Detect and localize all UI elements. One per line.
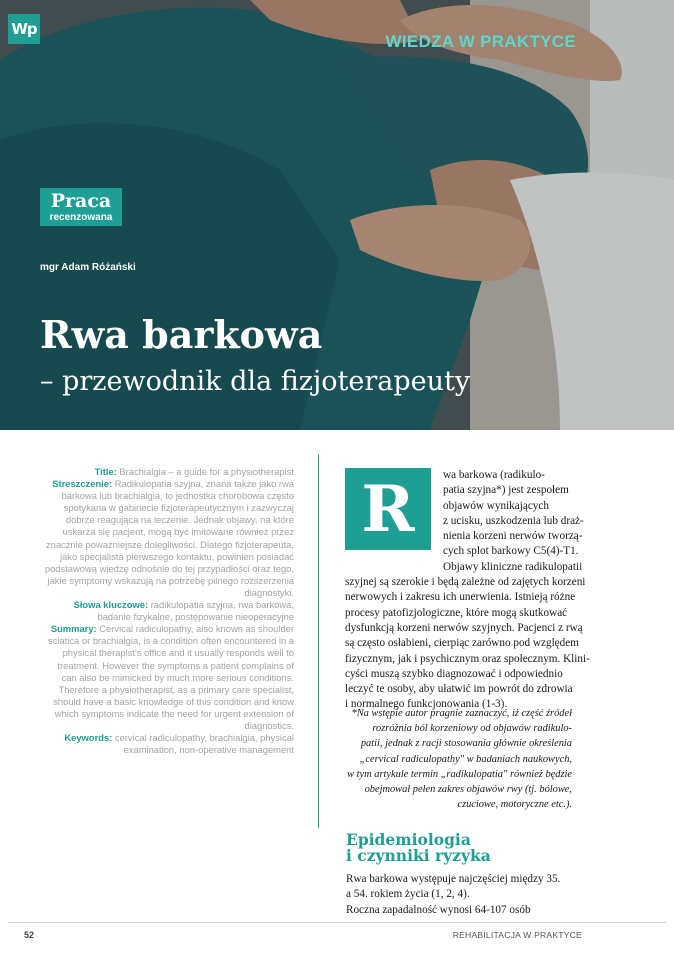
article-line: dysfunkcją korzeni nerwów szyjnych. Pacjenci z rwą [345,621,583,634]
keywords-text: cervical radiculopathy, brachialgia, physical examination, non-operative management [114,732,294,756]
author: mgr Adam Różański [40,262,136,273]
reviewed-badge-subtitle: recenzowana [49,212,113,223]
section-body-line: Roczna zapadalność wynosi 64-107 osób [346,903,531,916]
summary-label: Summary: [50,623,97,635]
summary-text: Cervical radiculopathy, also known as shoulder sciatica or brachialgia, is a condition often encountered in a physical therapist's office and it usually responds well to treatment. However the symptoms a patient complains of can also be mimicked by much more serious conditions. Therefore a physiotherapist, as a primary care specialist, should have a basic knowledge of this condition and know which symptoms indicate the need for urgent extension of diagnostics. [48,623,294,731]
article-line: nienia korzeni nerwów tworzą- [443,530,583,543]
article-line: patia szyjna*) jest zespołem [443,484,569,497]
article-line: i normalnego funkcjonowania (1-3). [345,698,508,711]
keywords-label: Keywords: [64,732,113,744]
abstract-slowa-kluczowe [40,599,294,623]
article-line: fizycznym, jak i psychicznym oraz społecznym. Klini- [345,652,590,665]
article-line: z ucisku, uszkodzenia lub draż- [443,514,584,527]
section-heading-line: Epidemiologia [346,830,471,849]
article-line: procesy patofizjologiczne, które mogą skutkować [345,606,568,619]
streszczenie-text: Radikulopatia szyjna, znana także jako rwa barkowa lub brachialgia, to jednostka chorobowa często spotykana w gabinecie fizjoterapeutycznym i zazwyczaj dobrze reagująca na leczenie. Jednak objawy, na które uskarża się pacjent, mogą być imitowane również przez znacznie poważniejsze dolegliwości. Dlatego fizjoterapeuta, jako specjalista pierwszego kontaktu, powinien posiadać podstawową wiedzę odnośnie do tej przypadłości oraz tego, jakie symptomy wskazują na potrzebę pilnego rozszerzenia diagnostyki. [44,478,294,598]
article-line: cyści muszą szybko diagnozować i odpowiednio [345,667,563,680]
section-body-epidemiologia [346,872,586,918]
article-line: objawów wynikających [443,499,549,512]
footnote-line: „cervical radiculopathy" w badaniach naukowych, [359,753,572,765]
abstract-title [40,466,294,478]
page-number: 52 [24,930,35,940]
footnote-line: *Na wstępie autor pragnie zaznaczyć, iż część źródeł [351,708,572,719]
article-line: Objawy kliniczne radikulopatii [443,560,583,573]
article-line: nerwowych i zakresu ich unerwienia. Istnieją różne [345,591,576,604]
streszczenie-label: Streszczenie: [52,478,113,490]
section-body-line: Rwa barkowa występuje najczęściej między 35. [346,873,561,885]
hero-photo [0,0,674,430]
footnote-line: czuciowe, motoryczne etc.). [457,799,572,811]
section-heading-epidemiologia [346,832,491,864]
article-subtitle: – przewodnik dla fizjoterapeuty [40,366,471,397]
article-line: szyjnej są szerokie i będą zależne od zajętych korzeni [345,576,586,589]
slowa-kluczowe-label: Słowa kluczowe: [73,599,149,611]
section-header: WIEDZA W PRAKTYCE [385,32,576,51]
footnote-line: obejmował pełen zakres objawów rwy (tj. bólowe, [364,784,572,796]
footer-divider [8,922,666,923]
abstract-title-label: Title: [94,466,117,477]
journal-logo: Wp [8,14,40,44]
abstract-column [40,466,294,756]
abstract-keywords [40,732,294,756]
drop-cap: R [345,468,431,550]
column-divider [318,454,319,828]
article-line: leczyć te osoby, aby ułatwić im powrót do zdrowia [345,683,573,696]
journal-name: REHABILITACJA W PRAKTYCE [452,930,582,940]
reviewed-badge-title: Praca [50,190,112,212]
footnote [320,706,572,812]
section-body-line: a 54. rokiem życia (1, 2, 4). [346,888,470,901]
footnote-line: patii, jednak z racji stosowania głównie określenia [360,738,572,750]
article-intro [345,468,590,713]
abstract-streszczenie [40,478,294,599]
article-title: Rwa barkowa [40,312,323,357]
article-line: są często osłabieni, cierpiąc zarówno pod względem [345,637,579,650]
article-line: cych splot barkowy C5(4)-T1. [443,545,579,558]
footnote-line: rozróżnia ból korzeniowy od objawów radikulo- [372,723,572,735]
footnote-line: w tym artykule termin „radikulopatia" również będzie [347,768,572,780]
abstract-title-text: Brachialgia – a guide for a physiotherapist [119,466,294,477]
article-line: wa barkowa (radikulo- [443,469,545,481]
reviewed-badge [40,188,122,226]
section-heading-line: i czynniki ryzyka [346,846,491,865]
abstract-summary [40,623,294,732]
slowa-kluczowe-text: radikulopatia szyjna, rwa barkowa, badanie fizykalne, postępowanie nieoperacyjne [97,599,294,623]
